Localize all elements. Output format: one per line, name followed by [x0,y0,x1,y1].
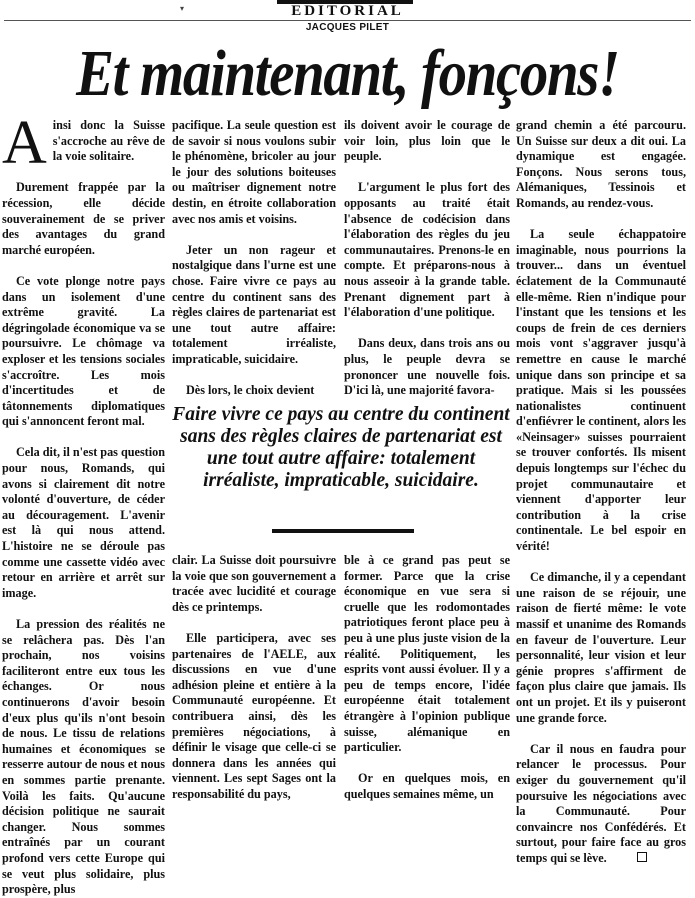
paragraph: Or en quelques mois, en quelques semaines même, un [344,771,510,801]
paragraph: Dès lors, le choix devient [186,383,315,398]
paragraph: L'argument le plus fort des opposants au traité était l'absence de codécision dans l'élaboration des règles du jeu communautaires. Prenons-le en compte. Et préparons-nous à nous asseoir à la grande table. Prenant dignement part à l'élaboration d'une politique. [344,180,510,320]
paragraph: Durement frappée par la récession, elle décide souverainement de se priver des avantages du grand marché européen. [2,180,165,257]
paragraph: Elle participera, avec ses partenaires de l'AELE, aux discussions en vue d'une adhésion pleine et entière à la Communauté européenne. Et contribuera ainsi, dès les premières négociations, à définir le visage que celle-ci se donnera dans les années qui viennent. Les sept Sages ont la responsabilité du pays, [172,630,336,801]
paragraph: La pression des réalités ne se relâchera pas. Dès l'an prochain, nos voisins faciliteront entre eux tous les échanges. Or nous continuerons d'avoir besoin d'eux plus qu'ils n'ont besoin de nous. Le tissu de relations humaines et économiques se resserre autour de nous et nous en sommes partie prenante. Voilà les faits. Qu'aucune décision politique ne saurait changer. Nous sommes entraînés par un courant profond vers cette Europe qui se veut plus solidaire, plus prospère, plus [2,617,165,897]
pull-quote-rule [272,529,414,533]
paragraph: Ce vote plonge notre pays dans un isolement d'une extrême gravité. La dégringolade économique va se poursuivre. Le chômage va exploser et les tensions sociales s'accroître. Les mois d'incertitudes et de tâtonnements diplomatiques qui s'annoncent feront mal. [2,273,165,429]
paragraph: Dans deux, dans trois ans ou plus, le peuple devra se prononcer une nouvelle fois. D'ici là, une majorité favora- [344,336,510,398]
paragraph: Jeter un non rageur et nostalgique dans l'urne est une chose. Faire vivre ce pays au centre du continent sans des règles claires de partenariat est une tout autre affaire: totalement irréaliste, impraticable, suicidaire. [172,242,336,366]
page-speck: ▾ [180,4,185,13]
lead-paragraph: Ainsi donc la Suisse s'accroche au rêve de la voie solitaire. [2,109,165,177]
paragraph: ils doivent avoir le courage de voir loin, plus loin que le peuple. [344,118,510,164]
paragraph: ble à ce grand pas peut se former. Parce que la crise économique en vue sera si cruelle que les rodomontades patriotiques feront place peu à peu à une plus juste vision de la réalité. Politiquement, les esprits vont aussi évoluer. Il y a peu de temps encore, l'idée européenne était totalement étrangère à l'opinion publique suisse, alémanique en particulier. [344,553,510,755]
paragraph: pacifique. La seule question est de savoir si nous voulons subir le phénomène, bricoler au jour le jour des solutions boiteuses ou maîtriser dignement notre destin, en étroite collaboration avec nos amis et voisins. [172,118,336,226]
pull-quote: Faire vivre ce pays au centre du continent sans des règles claires de partenariat est une tout autre affaire: totalement irréaliste, impraticable, suicidaire. [172,404,510,491]
column-2-bottom [172,553,336,803]
column-2-top [172,118,336,399]
header-rule [4,20,691,21]
column-4 [516,118,686,867]
column-3-top [344,118,510,399]
headline: Et maintenant, fonçons! [76,37,619,110]
section-label: EDITORIAL [291,3,404,19]
end-square-icon [637,852,647,862]
paragraph: La seule échappatoire imaginable, nous pourrions la trouver... dans un éventuel éclatement de la Communauté elle-même. Rien n'indique pour l'instant que les tensions et les coups de frein de ces derniers mois vont s'aggraver jusqu'à remettre en cause le marché unique dans son principe et sa pratique. Mais si les poussées nationalistes continuent d'enfiévrer le continent, alors les «Neinsager» suisses pourraient se trouver confortés. Ils misent depuis longtemps sur l'échec du projet communautaire et viennent d'apporter leur contribution à la crise continentale. Le bel espoir en vérité! [516,227,686,554]
paragraph: clair. La Suisse doit poursuivre la voie que son gouvernement a tracée avec lucidité et courage dès ce printemps. [172,553,336,614]
column-3-bottom [344,553,510,803]
paragraph: grand chemin a été parcouru. Un Suisse sur deux a dit oui. La dynamique est engagée. Fonçons. Nous serons tous, Alémaniques, Tessinois et Romands, au rendez-vous. [516,118,686,210]
drop-cap: A [2,109,47,177]
paragraph: Cela dit, il n'est pas question pour nous, Romands, qui avons si clairement dit notre volonté d'ouverture, de céder au découragement. L'avenir est là qui nous attend. L'histoire ne se déroule pas comme une cassette vidéo avec retour en arrière et arrêt sur image. [2,445,165,600]
paragraph: Ce dimanche, il y a cependant une raison de se réjouir, une raison de fierté même: le vote massif et unanime des Romands en faveur de l'ouverture. Leur personnalité, leur vision et leur génie propres s'affirment de façon plus claire que jamais. Ils ont un projet. Et ils y puiseront une grande force. [516,570,686,725]
paragraph: Car il nous en faudra pour relancer le processus. Pour exiger du gouvernement qu'il poursuive les négociations avec la Communauté. Pour convaincre nos Confédérés. Et surtout, pour faire face au gros temps qui se lève. [516,741,686,865]
author-byline: JACQUES PILET [305,22,390,33]
